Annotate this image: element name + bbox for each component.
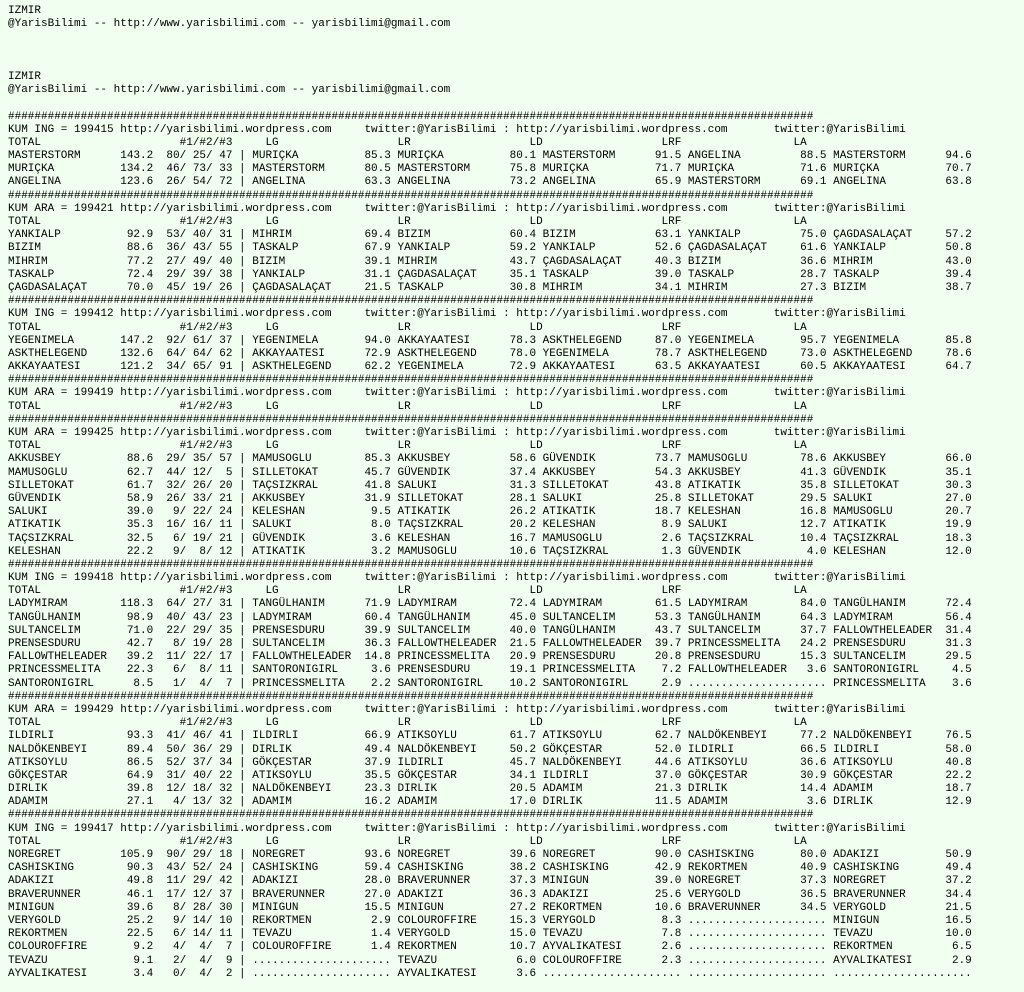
race-header-line: KUM ARA = 199425 http://yarisbilimi.wordpress.com twitter:@YarisBilimi : http://yarisbilimi.wordpress.com twitter:@YarisBilimi bbox=[8, 427, 906, 439]
result-row: GÖKÇESTAR 64.9 31/ 40/ 22 | ATIKSOYLU 35.5 GÖKÇESTAR 34.1 ILDIRLI 37.0 GÖKÇESTAR 30.9 GÖKÇESTAR 22.2 bbox=[8, 769, 972, 782]
result-row: MINIGUN 39.6 8/ 28/ 30 | MINIGUN 15.5 MINIGUN 27.2 REKORTMEN 10.6 BRAVERUNNER 34.5 VERYGOLD 21.5 bbox=[8, 901, 972, 914]
separator-line: ########################################################################################################################## bbox=[8, 295, 814, 308]
result-row: SANTORONIGIRL 8.5 1/ 4/ 7 | PRINCESSMELITA 2.2 SANTORONIGIRL 10.2 SANTORONIGIRL 2.9 ..................... PRINCESSMELITA 3.6 bbox=[8, 677, 972, 690]
result-row: ATIKSOYLU 86.5 52/ 37/ 34 | GÖKÇESTAR 37.9 ILDIRLI 45.7 NALDÖKENBEYI 44.6 ATIKSOYLU 36.6 ATIKSOYLU 40.8 bbox=[8, 756, 972, 769]
result-row: ADAMIM 27.1 4/ 13/ 32 | ADAMIM 16.2 ADAMIM 17.0 DIRLIK 11.5 ADAMIM 3.6 DIRLIK 12.9 bbox=[8, 796, 972, 809]
result-row: TANGÜLHANIM 98.9 40/ 43/ 23 | LADYMIRAM 60.4 TANGÜLHANIM 45.0 SULTANCELIM 53.3 TANGÜLHANIM 64.3 LADYMIRAM 56.4 bbox=[8, 611, 972, 624]
race-header-line: KUM ING = 199415 http://yarisbilimi.wordpress.com twitter:@YarisBilimi : http://yarisbilimi.wordpress.com twitter:@YarisBilimi bbox=[8, 123, 906, 136]
column-header-line: TOTAL #1/#2/#3 LG LR LD LRF LA bbox=[8, 400, 807, 413]
result-row: YANKIALP 92.9 53/ 40/ 31 | MIHRIM 69.4 BIZIM 60.4 BIZIM 63.1 YANKIALP 75.0 ÇAGDASALAÇAT 57.2 bbox=[8, 229, 972, 242]
result-row: ÇAGDASALAÇAT 70.0 45/ 19/ 26 | ÇAGDASALAÇAT 21.5 TASKALP 30.8 MIHRIM 34.1 MIHRIM 27.3 BIZIM 38.7 bbox=[8, 281, 972, 294]
text-line: @YarisBilimi -- http://www.yarisbilimi.com -- yarisbilimi@gmail.com bbox=[8, 18, 451, 31]
blank-line bbox=[8, 31, 1024, 44]
race-header-line: KUM ARA = 199429 http://yarisbilimi.wordpress.com twitter:@YarisBilimi : http://yarisbilimi.wordpress.com twitter:@YarisBilimi bbox=[8, 703, 906, 716]
result-row: TASKALP 72.4 29/ 39/ 38 | YANKIALP 31.1 ÇAGDASALAÇAT 35.1 TASKALP 39.0 TASKALP 28.7 TASKALP 39.4 bbox=[8, 268, 972, 281]
separator-line: ########################################################################################################################## bbox=[8, 413, 814, 426]
result-row: GÜVENDIK 58.9 26/ 33/ 21 | AKKUSBEY 31.9 SILLETOKAT 28.1 SALUKI 25.8 SILLETOKAT 29.5 SALUKI 27.0 bbox=[8, 492, 972, 505]
result-row: SALUKI 39.0 9/ 22/ 24 | KELESHAN 9.5 ATIKATIK 26.2 ATIKATIK 18.7 KELESHAN 16.8 MAMUSOGLU 20.7 bbox=[8, 506, 972, 519]
column-header-line: TOTAL #1/#2/#3 LG LR LD LRF LA bbox=[8, 835, 807, 848]
result-row: SILLETOKAT 61.7 32/ 26/ 20 | TAÇSIZKRAL 41.8 SALUKI 31.3 SILLETOKAT 43.8 ATIKATIK 35.8 SILLETOKAT 30.3 bbox=[8, 479, 972, 492]
text-line: IZMIR bbox=[8, 70, 42, 83]
separator-line: ########################################################################################################################## bbox=[8, 558, 814, 571]
column-header-line: TOTAL #1/#2/#3 LG LR LD LRF LA bbox=[8, 136, 807, 149]
blank-line bbox=[8, 97, 1024, 110]
result-row: AKKAYAATESI 121.2 34/ 65/ 91 | ASKTHELEGEND 62.2 YEGENIMELA 72.9 AKKAYAATESI 63.5 AKKAYAATESI 60.5 AKKAYAATESI 64.7 bbox=[8, 361, 972, 374]
blank-line bbox=[8, 58, 1024, 71]
separator-line: ########################################################################################################################## bbox=[8, 809, 814, 822]
result-row: MURIÇKA 134.2 46/ 73/ 33 | MASTERSTORM 80.5 MASTERSTORM 75.8 MURIÇKA 71.7 MURIÇKA 71.6 MURIÇKA 70.7 bbox=[8, 163, 972, 176]
result-row: FALLOWTHELEADER 39.2 11/ 22/ 17 | FALLOWTHELEADER 14.8 PRINCESSMELITA 20.9 PRENSESDURU 20.8 PRENSESDURU 15.3 SULTANCELIM 29.5 bbox=[8, 651, 972, 664]
result-row: ADAKIZI 49.8 11/ 29/ 42 | ADAKIZI 28.0 BRAVERUNNER 37.3 MINIGUN 39.0 NOREGRET 37.3 NOREGRET 37.2 bbox=[8, 875, 972, 888]
result-row: MAMUSOGLU 62.7 44/ 12/ 5 | SILLETOKAT 45.7 GÜVENDIK 37.4 AKKUSBEY 54.3 AKKUSBEY 41.3 GÜVENDIK 35.1 bbox=[8, 466, 972, 479]
result-row: YEGENIMELA 147.2 92/ 61/ 37 | YEGENIMELA 94.0 AKKAYAATESI 78.3 ASKTHELEGEND 87.0 YEGENIMELA 95.7 YEGENIMELA 85.8 bbox=[8, 334, 972, 347]
result-row: REKORTMEN 22.5 6/ 14/ 11 | TEVAZU 1.4 VERYGOLD 15.0 TEVAZU 7.8 ..................... TEVAZU 10.0 bbox=[8, 928, 972, 941]
race-header-line: KUM ING = 199417 http://yarisbilimi.wordpress.com twitter:@YarisBilimi : http://yarisbilimi.wordpress.com twitter:@YarisBilimi bbox=[8, 822, 906, 835]
result-row: ILDIRLI 93.3 41/ 46/ 41 | ILDIRLI 66.9 ATIKSOYLU 61.7 ATIKSOYLU 62.7 NALDÖKENBEYI 77.2 NALDÖKENBEYI 76.5 bbox=[8, 730, 972, 743]
result-row: COLOUROFFIRE 9.2 4/ 4/ 7 | COLOUROFFIRE 1.4 REKORTMEN 10.7 AYVALIKATESI 2.6 ..................... REKORTMEN 6.5 bbox=[8, 941, 972, 954]
result-row: PRENSESDURU 42.7 8/ 19/ 28 | SULTANCELIM 36.3 FALLOWTHELEADER 21.5 FALLOWTHELEADER 39.7 PRINCESSMELITA 24.2 PRENSESDURU 31.3 bbox=[8, 638, 972, 650]
text-line: @YarisBilimi -- http://www.yarisbilimi.com -- yarisbilimi@gmail.com bbox=[8, 84, 451, 97]
race-header-line: KUM ING = 199418 http://yarisbilimi.wordpress.com twitter:@YarisBilimi : http://yarisbilimi.wordpress.com twitter:@YarisBilimi bbox=[8, 572, 906, 585]
separator-line: ########################################################################################################################## bbox=[8, 189, 814, 202]
separator-line: ########################################################################################################################## bbox=[8, 110, 814, 123]
column-header-line: TOTAL #1/#2/#3 LG LR LD LRF LA bbox=[8, 216, 807, 228]
text-line: IZMIR bbox=[8, 5, 42, 17]
result-row: MASTERSTORM 143.2 80/ 25/ 47 | MURIÇKA 85.3 MURIÇKA 80.1 MASTERSTORM 91.5 ANGELINA 88.5 MASTERSTORM 94.6 bbox=[8, 150, 972, 163]
result-row: TEVAZU 9.1 2/ 4/ 9 | ..................... TEVAZU 6.0 COLOUROFFIRE 2.3 ..................... AYVALIKATESI 2.9 bbox=[8, 954, 972, 967]
result-row: NALDÖKENBEYI 89.4 50/ 36/ 29 | DIRLIK 49.4 NALDÖKENBEYI 50.2 GÖKÇESTAR 52.0 ILDIRLI 66.5 ILDIRLI 58.0 bbox=[8, 743, 972, 756]
separator-line: ########################################################################################################################## bbox=[8, 374, 814, 387]
separator-line: ########################################################################################################################## bbox=[8, 690, 814, 703]
result-row: DIRLIK 39.8 12/ 18/ 32 | NALDÖKENBEYI 23.3 DIRLIK 20.5 ADAMIM 21.3 DIRLIK 14.4 ADAMIM 18.7 bbox=[8, 783, 972, 796]
result-row: VERYGOLD 25.2 9/ 14/ 10 | REKORTMEN 2.9 COLOUROFFIRE 15.3 VERYGOLD 8.3 ..................... MINIGUN 16.5 bbox=[8, 914, 972, 927]
result-row: TAÇSIZKRAL 32.5 6/ 19/ 21 | GÜVENDIK 3.6 KELESHAN 16.7 MAMUSOGLU 2.6 TAÇSIZKRAL 10.4 TAÇSIZKRAL 18.3 bbox=[8, 532, 972, 545]
result-row: AYVALIKATESI 3.4 0/ 4/ 2 | ..................... AYVALIKATESI 3.6 ..................... ..................... ..................... bbox=[8, 967, 972, 980]
result-row: SULTANCELIM 71.0 22/ 29/ 35 | PRENSESDURU 39.9 SULTANCELIM 40.0 TANGÜLHANIM 43.7 SULTANCELIM 37.7 FALLOWTHELEADER 31.4 bbox=[8, 624, 972, 637]
column-header-line: TOTAL #1/#2/#3 LG LR LD LRF LA bbox=[8, 440, 807, 453]
result-row: ATIKATIK 35.3 16/ 16/ 11 | SALUKI 8.0 TAÇSIZKRAL 20.2 KELESHAN 8.9 SALUKI 12.7 ATIKATIK 19.9 bbox=[8, 519, 972, 532]
race-header-line: KUM ARA = 199419 http://yarisbilimi.wordpress.com twitter:@YarisBilimi : http://yarisbilimi.wordpress.com twitter:@YarisBilimi bbox=[8, 387, 906, 400]
column-header-line: TOTAL #1/#2/#3 LG LR LD LRF LA bbox=[8, 585, 807, 598]
result-row: CASHISKING 90.3 43/ 52/ 24 | CASHISKING 59.4 CASHISKING 38.2 CASHISKING 42.9 REKORTMEN 40.9 CASHISKING 49.4 bbox=[8, 862, 972, 875]
result-row: ASKTHELEGEND 132.6 64/ 64/ 62 | AKKAYAATESI 72.9 ASKTHELEGEND 78.0 YEGENIMELA 78.7 ASKTHELEGEND 73.0 ASKTHELEGEND 78.6 bbox=[8, 347, 972, 360]
result-row: BIZIM 88.6 36/ 43/ 55 | TASKALP 67.9 YANKIALP 59.2 YANKIALP 52.6 ÇAGDASALAÇAT 61.6 YANKIALP 50.8 bbox=[8, 242, 972, 255]
race-header-line: KUM ARA = 199421 http://yarisbilimi.wordpress.com twitter:@YarisBilimi : http://yarisbilimi.wordpress.com twitter:@YarisBilimi bbox=[8, 202, 906, 215]
blank-line bbox=[8, 45, 1024, 58]
result-row: KELESHAN 22.2 9/ 8/ 12 | ATIKATIK 3.2 MAMUSOGLU 10.6 TAÇSIZKRAL 1.3 GÜVENDIK 4.0 KELESHAN 12.0 bbox=[8, 545, 972, 558]
result-row: MIHRIM 77.2 27/ 49/ 40 | BIZIM 39.1 MIHRIM 43.7 ÇAGDASALAÇAT 40.3 BIZIM 36.6 MIHRIM 43.0 bbox=[8, 255, 972, 268]
result-row: NOREGRET 105.9 90/ 29/ 18 | NOREGRET 93.6 NOREGRET 39.6 NOREGRET 90.0 CASHISKING 80.0 ADAKIZI 50.9 bbox=[8, 849, 972, 861]
column-header-line: TOTAL #1/#2/#3 LG LR LD LRF LA bbox=[8, 717, 807, 730]
result-row: ANGELINA 123.6 26/ 54/ 72 | ANGELINA 63.3 ANGELINA 73.2 ANGELINA 65.9 MASTERSTORM 69.1 ANGELINA 63.8 bbox=[8, 176, 972, 189]
result-row: PRINCESSMELITA 22.3 6/ 8/ 11 | SANTORONIGIRL 3.6 PRENSESDURU 19.1 PRINCESSMELITA 7.2 FALLOWTHELEADER 3.6 SANTORONIGIRL 4.5 bbox=[8, 664, 972, 677]
column-header-line: TOTAL #1/#2/#3 LG LR LD LRF LA bbox=[8, 321, 807, 334]
result-row: AKKUSBEY 88.6 29/ 35/ 57 | MAMUSOGLU 85.3 AKKUSBEY 58.6 GÜVENDIK 73.7 MAMUSOGLU 78.6 AKKUSBEY 66.0 bbox=[8, 453, 972, 466]
race-header-line: KUM ING = 199412 http://yarisbilimi.wordpress.com twitter:@YarisBilimi : http://yarisbilimi.wordpress.com twitter:@YarisBilimi bbox=[8, 308, 906, 321]
result-row: BRAVERUNNER 46.1 17/ 12/ 37 | BRAVERUNNER 27.0 ADAKIZI 36.3 ADAKIZI 25.6 VERYGOLD 36.5 BRAVERUNNER 34.4 bbox=[8, 888, 972, 901]
result-row: LADYMIRAM 118.3 64/ 27/ 31 | TANGÜLHANIM 71.9 LADYMIRAM 72.4 LADYMIRAM 61.5 LADYMIRAM 84.0 TANGÜLHANIM 72.4 bbox=[8, 598, 972, 611]
